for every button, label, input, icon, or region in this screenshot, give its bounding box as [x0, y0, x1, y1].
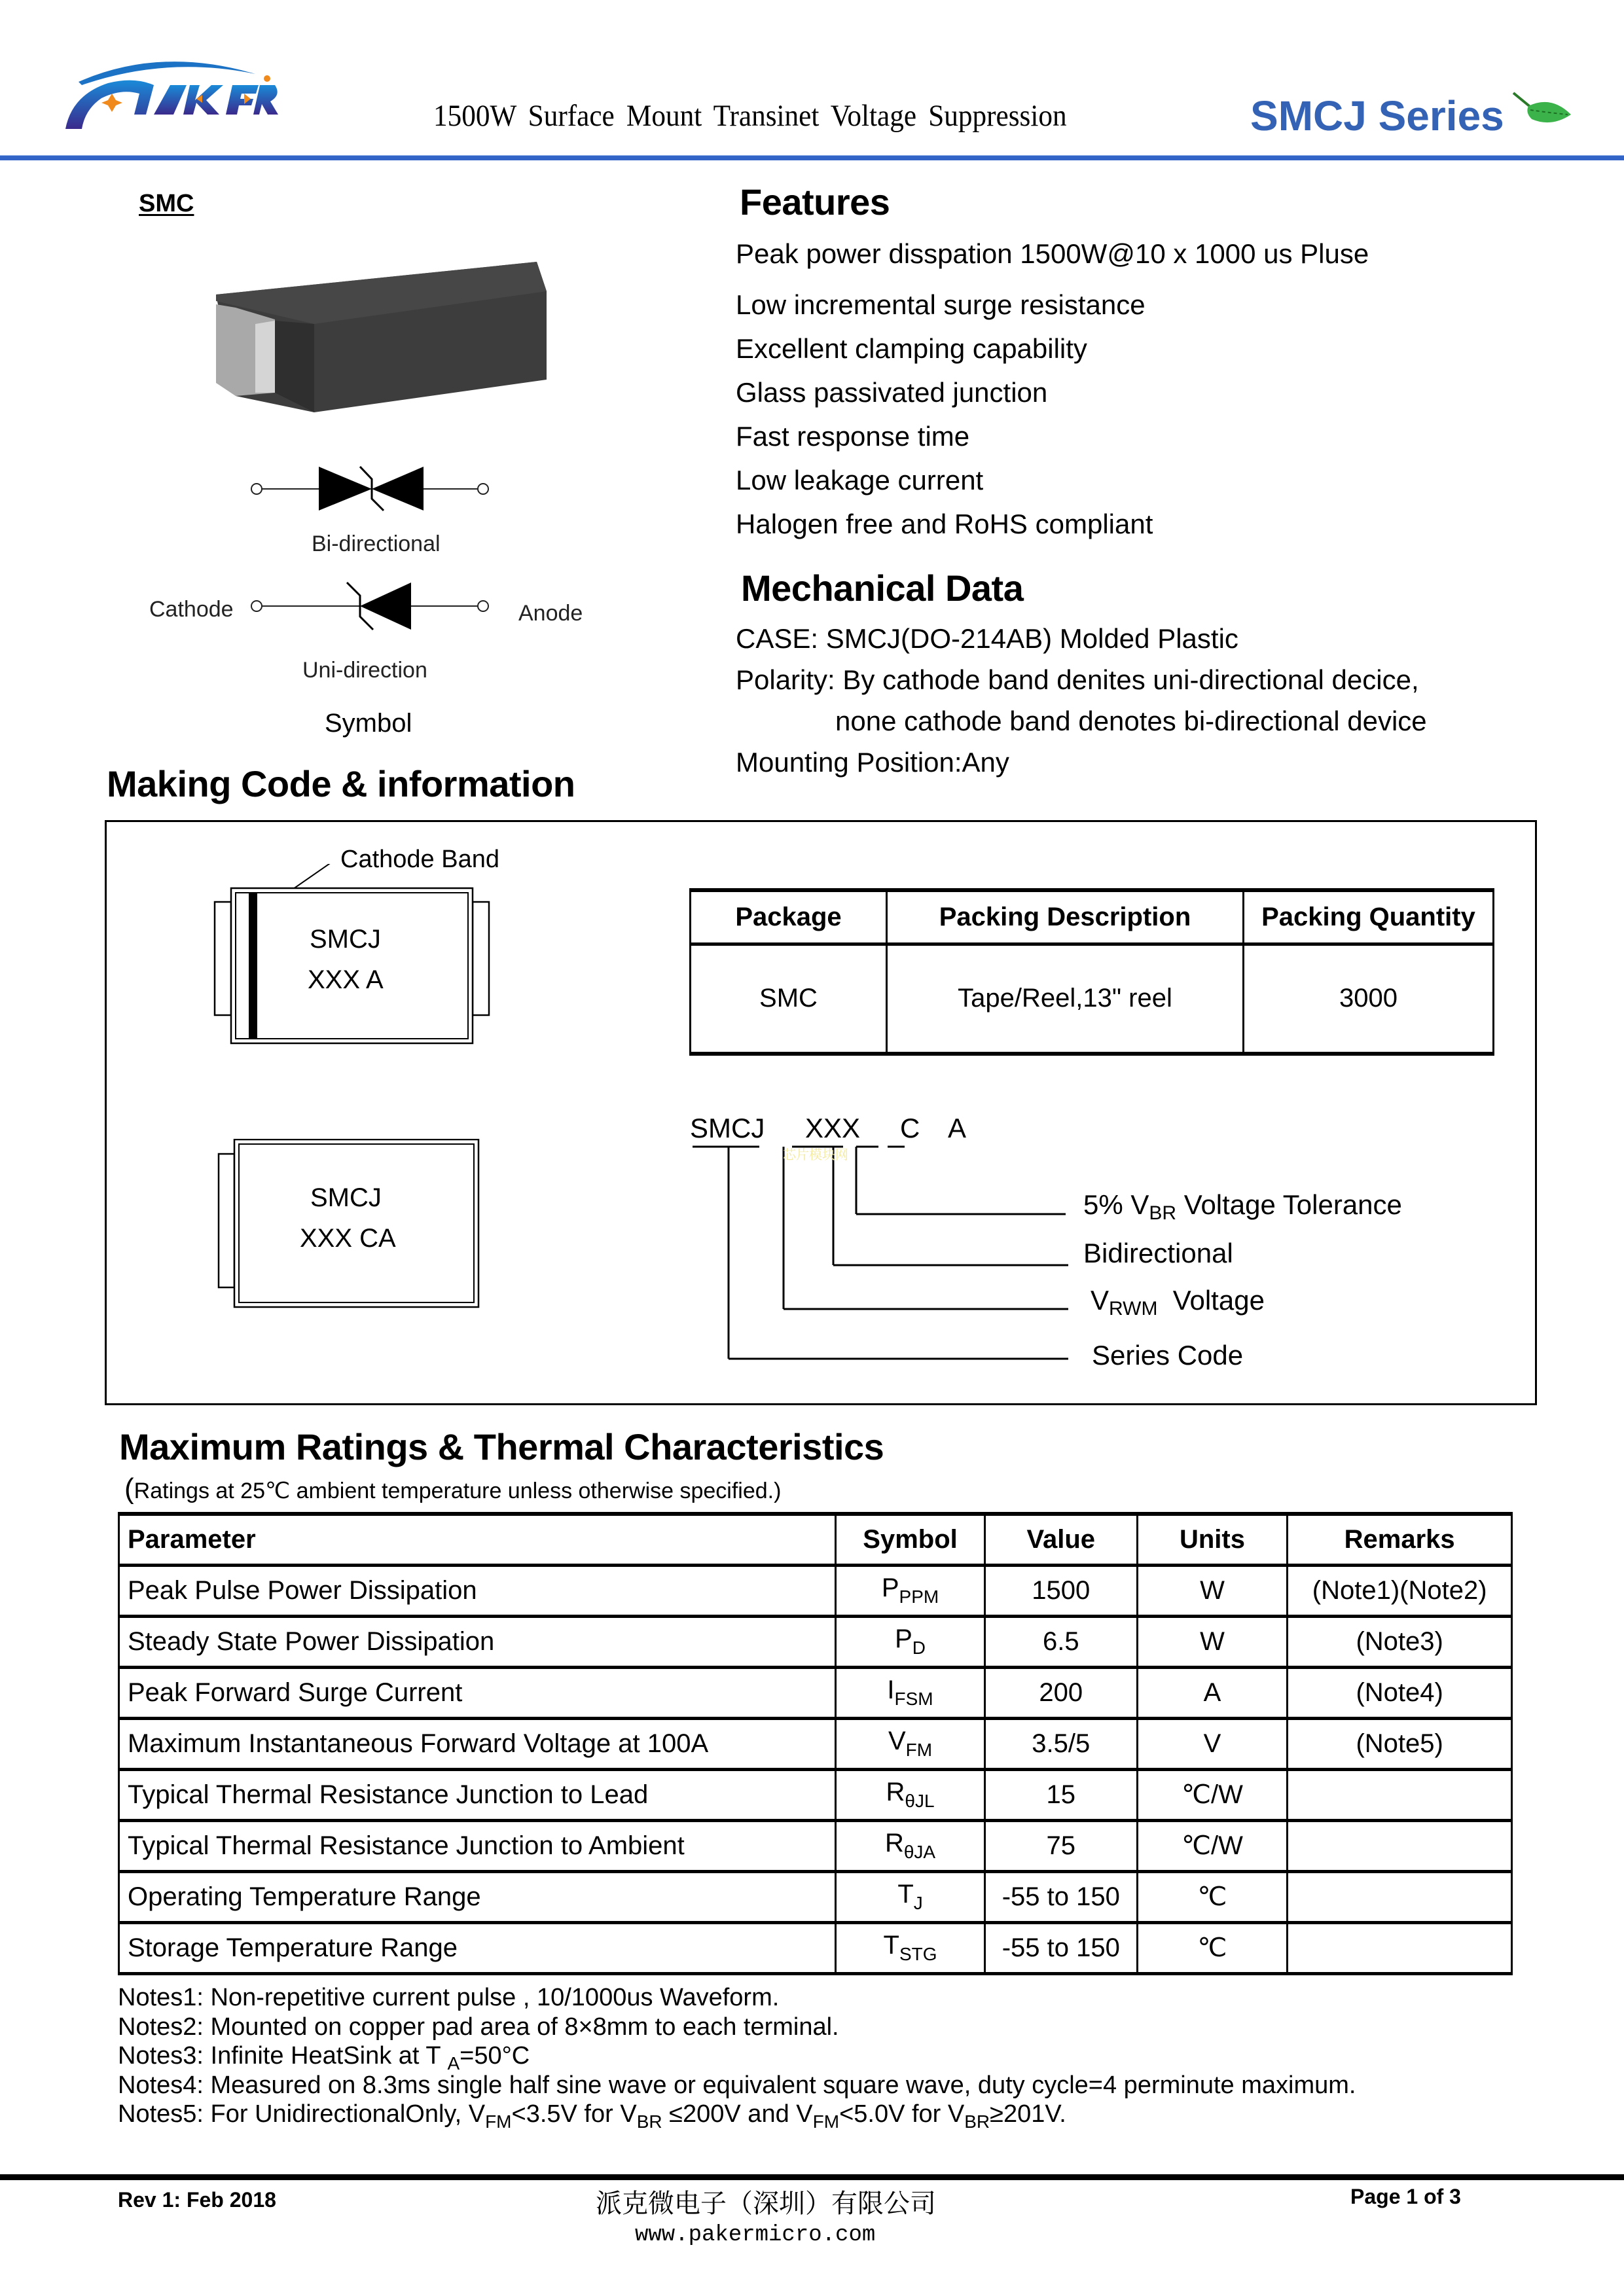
cell-symbol: $V_{FM}$ [836, 1718, 985, 1769]
unidirectional-label: Uni-direction [302, 658, 427, 683]
cell-remarks [1288, 1871, 1512, 1922]
packing-header-row [691, 890, 1494, 944]
feature-item: Glass passivated junction [736, 377, 1048, 408]
cell-value: -55 to 150 [984, 1871, 1137, 1922]
table-row [119, 1667, 1512, 1718]
cell-remarks: (Note4) [1288, 1667, 1512, 1718]
cell-symbol: $P_{PPM}$ [836, 1565, 985, 1616]
table-row [119, 1769, 1512, 1820]
bi-marking-line2: XXX CA [300, 1224, 396, 1253]
packing-header: Packing Quantity [1244, 890, 1494, 944]
uni-marking-line1: SMCJ [310, 925, 381, 954]
code-part-bidirectional: C [900, 1113, 920, 1143]
cell-units: ℃/W [1137, 1820, 1288, 1871]
mechanical-polarity: Polarity: By cathode band denites uni-directional decice, [736, 664, 1419, 695]
packing-header: Package [691, 890, 887, 944]
ratings-subtitle: (Ratings at 25℃ ambient temperature unless otherwise specified.) [124, 1473, 782, 1505]
mechanical-case: CASE: SMCJ(DO-214AB) Molded Plastic [736, 623, 1238, 654]
uni-package-drawing [209, 864, 511, 1060]
table-row [119, 1616, 1512, 1667]
code-part-tolerance: A [948, 1113, 967, 1143]
cell-remarks: (Note3) [1288, 1616, 1512, 1667]
code-part-voltage: XXX [805, 1113, 861, 1143]
code-legend-series: Series Code [1092, 1340, 1244, 1371]
cell-units: A [1137, 1667, 1288, 1718]
paker-logo [62, 49, 278, 131]
header-remarks: Remarks [1288, 1514, 1512, 1565]
cell-units: ℃ [1137, 1871, 1288, 1922]
note-1: Notes1: Non-repetitive current pulse , 10/1000us Waveform. [118, 1984, 780, 2011]
header-parameter: Parameter [119, 1514, 836, 1565]
packing-cell: 3000 [1244, 944, 1494, 1054]
note-3: Notes3: Infinite HeatSink at T $_A$=50°C [118, 2042, 530, 2073]
revision: Rev 1: Feb 2018 [118, 2188, 276, 2212]
note-4: Notes4: Measured on 8.3ms single half sine wave or equivalent square wave, duty cycle=4 perminute maximum. [118, 2071, 1356, 2099]
cell-units: W [1137, 1616, 1288, 1667]
feature-item: Low incremental surge resistance [736, 289, 1146, 320]
header-symbol: Symbol [836, 1514, 985, 1565]
page-number: Page 1 of 3 [1350, 2185, 1461, 2208]
ratings-heading: Maximum Ratings & Thermal Characteristics [119, 1426, 884, 1467]
packing-table [689, 888, 1494, 1056]
cell-symbol: $P_D$ [836, 1616, 985, 1667]
website: www.pakermicro.com [635, 2223, 876, 2248]
anode-label: Anode [518, 601, 583, 626]
cell-remarks: (Note5) [1288, 1718, 1512, 1769]
code-legend-bidirectional: Bidirectional [1083, 1238, 1233, 1268]
cell-value: 15 [984, 1769, 1137, 1820]
bidirectional-label: Bi-directional [312, 531, 441, 556]
cell-parameter: Typical Thermal Resistance Junction to Ambient [119, 1820, 836, 1871]
feature-item: Low leakage current [736, 465, 984, 495]
features-heading: Features [740, 181, 890, 223]
cell-parameter: Operating Temperature Range [119, 1871, 836, 1922]
cell-parameter: Peak Pulse Power Dissipation [119, 1565, 836, 1616]
cell-units: V [1137, 1718, 1288, 1769]
packing-cell: Tape/Reel,13" reel [887, 944, 1244, 1054]
leaf-icon [1512, 92, 1574, 131]
packing-row [691, 944, 1494, 1054]
cell-units: ℃/W [1137, 1769, 1288, 1820]
cell-symbol: $T_J$ [836, 1871, 985, 1922]
table-row [119, 1820, 1512, 1871]
header-rule [0, 155, 1624, 160]
cell-value: 6.5 [984, 1616, 1137, 1667]
mechanical-list [736, 622, 1427, 787]
cell-symbol: $I_{FSM}$ [836, 1667, 985, 1718]
note-5: Notes5: For UnidirectionalOnly, $V_{FM}<3.5V$ for $V_{BR} \le 200V$ and $V_{FM}<5.0V$ for $V_{BR}\ge 201V$. [118, 2100, 1066, 2132]
feature-item: Peak power disspation 1500W@10 x 1000 us Pluse [736, 238, 1369, 269]
diode-symbols [131, 445, 589, 694]
feature-item: Halogen free and RoHS compliant [736, 509, 1153, 539]
cell-symbol: $R_{\theta JA}$ [836, 1820, 985, 1871]
cell-units: ℃ [1137, 1922, 1288, 1973]
package-label: SMC [139, 190, 194, 217]
cell-remarks: (Note1)(Note2) [1288, 1565, 1512, 1616]
uni-marking-line2: XXX A [308, 965, 384, 994]
code-legend-vrwm: $V_{RWM}$ Voltage [1091, 1285, 1265, 1319]
bi-marking-line1: SMCJ [310, 1183, 382, 1212]
cell-parameter: Typical Thermal Resistance Junction to Lead [119, 1769, 836, 1820]
cell-parameter: Maximum Instantaneous Forward Voltage at 100A [119, 1718, 836, 1769]
ratings-table [118, 1512, 1513, 1975]
cell-value: 75 [984, 1820, 1137, 1871]
cell-value: 3.5/5 [984, 1718, 1137, 1769]
code-legend-tolerance: 5% $V_{BR}$ Voltage Tolerance [1083, 1189, 1402, 1224]
marking-heading: Making Code & information [107, 763, 575, 804]
packing-cell: SMC [691, 944, 887, 1054]
cell-value: 1500 [984, 1565, 1137, 1616]
watermark: 芯片模块网 [783, 1148, 848, 1162]
cell-parameter: Peak Forward Surge Current [119, 1667, 836, 1718]
cell-units: W [1137, 1565, 1288, 1616]
document-title: 1500W Surface Mount Transinet Voltage Suppression [433, 99, 1067, 133]
cell-parameter: Storage Temperature Range [119, 1922, 836, 1973]
notes-list [118, 1983, 1356, 2132]
code-part-series: SMCJ [690, 1113, 765, 1143]
header-value: Value [984, 1514, 1137, 1565]
symbol-caption: Symbol [325, 709, 412, 738]
note-2: Notes2: Mounted on copper pad area of 8×8mm to each terminal. [118, 2013, 839, 2041]
cell-symbol: $T_{STG}$ [836, 1922, 985, 1973]
mechanical-polarity-cont: none cathode band denotes bi-directional device [835, 706, 1427, 736]
table-row [119, 1871, 1512, 1922]
paker-logo-icon [62, 49, 278, 131]
cathode-label: Cathode [149, 597, 234, 622]
cell-parameter: Steady State Power Dissipation [119, 1616, 836, 1667]
cathode-band-label: Cathode Band [340, 846, 499, 873]
features-list [736, 237, 1369, 551]
table-row [119, 1718, 1512, 1769]
feature-item: Fast response time [736, 421, 970, 452]
feature-item: Excellent clamping capability [736, 333, 1087, 364]
ratings-header-row [119, 1514, 1512, 1565]
cell-symbol: $R_{\theta JL}$ [836, 1769, 985, 1820]
package-photo [216, 262, 556, 412]
mechanical-heading: Mechanical Data [741, 567, 1024, 609]
cell-remarks [1288, 1769, 1512, 1820]
cell-remarks [1288, 1820, 1512, 1871]
packing-header: Packing Description [887, 890, 1244, 944]
company-name: 派克微电子（深圳）有限公司 [596, 2189, 936, 2218]
header-units: Units [1137, 1514, 1288, 1565]
mechanical-mounting: Mounting Position:Any [736, 747, 1009, 778]
cell-value: 200 [984, 1667, 1137, 1718]
series-name: SMCJ Series [1250, 92, 1504, 139]
cell-remarks [1288, 1922, 1512, 1973]
table-row [119, 1565, 1512, 1616]
cell-value: -55 to 150 [984, 1922, 1137, 1973]
table-row [119, 1922, 1512, 1973]
footer-rule [0, 2174, 1624, 2180]
